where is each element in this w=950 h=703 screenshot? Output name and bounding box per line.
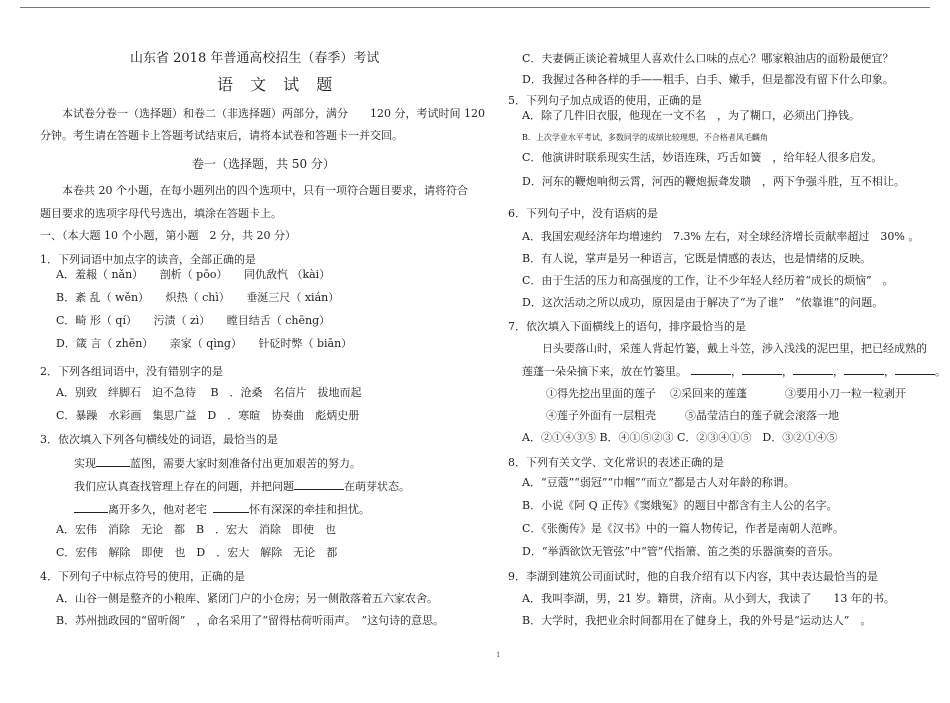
blank-line — [844, 364, 884, 375]
q2-options-cd: C．暴躁 水彩画 集思广益 D ．寒暄 协奏曲 彪炳史册 — [56, 409, 360, 422]
q3-stem: 3．依次填入下列各句横线处的词语，最恰当的是 — [40, 433, 278, 446]
q6-option-d: D．这次活动之所以成功，原因是由于解决了“为了谁” “依靠谁”的问题。 — [522, 296, 884, 309]
q4-option-a: A．山谷一侧是整齐的小粮库、紧闭门户的小仓房；另一侧散落着五六家农舍。 — [56, 592, 438, 605]
q8-option-d: D．“举酒欲饮无管弦”中“管”代指箫、笛之类的乐器演奏的音乐。 — [522, 545, 840, 558]
q3-s2-before: 我们应认真查找管理上存在的问题，并把问题 — [74, 480, 294, 493]
page-number: 1 — [496, 651, 501, 659]
q3-s2-after: 在萌芽状态。 — [344, 480, 410, 493]
q7-choices: A．②①④③⑤ B．④①⑤②③ C．②③④①⑤ D．③②①④⑤ — [522, 431, 838, 444]
section-intro-1: 本卷共 20 个小题，在每小题列出的四个选项中，只有一项符合题目要求，请将符合 — [62, 184, 468, 197]
q8-option-a: A．“豆蔻”“弱冠”“巾帼”“而立”都是古人对年龄的称谓。 — [522, 476, 795, 489]
blank-line — [742, 364, 782, 375]
q6-option-b: B．有人说，掌声是另一种语言，它既是情感的表达，也是情绪的反映。 — [522, 252, 872, 265]
q7-opt-1: ①得先挖出里面的莲子 — [546, 387, 656, 400]
q5-option-d: D．河东的鞭炮响彻云霄，河西的鞭炮振聋发聩 ，两下争强斗胜，互不相让。 — [522, 175, 905, 188]
q7-stem: 7．依次填入下面横线上的语句，排序最恰当的是 — [508, 320, 746, 333]
q4-stem: 4．下列句子中标点符号的使用，正确的是 — [40, 570, 245, 583]
header-rule — [20, 7, 930, 8]
q3-options-cd: C．宏伟 解除 即使 也 D ．宏大 解除 无论 都 — [56, 546, 338, 559]
q5-stem: 5．下列句子加点成语的使用，正确的是 — [508, 94, 702, 107]
q7-passage-2-text: 莲蓬一朵朵摘下来，放在竹篓里。 — [522, 365, 687, 378]
q2-stem: 2．下列各组词语中，没有错别字的是 — [40, 365, 223, 378]
q5-option-a: A．除了几件旧衣服，他现在一文不名 ，为了糊口，必须出门挣钱。 — [522, 109, 860, 122]
q3-s1-after: 蓝图，需要大家时刻准备付出更加艰苦的努力。 — [130, 457, 361, 470]
q8-option-c: C．《张衡传》是《汉书》中的一篇人物传记，作者是南朝人范晔。 — [522, 522, 844, 535]
section-intro-2: 题目要求的选项字母代号选出，填涂在答题卡上。 — [40, 207, 282, 220]
q4-option-c: C．夫妻俩正谈论着城里人喜欢什么口味的点心？哪家粮油店的面粉最便宜？ — [522, 52, 894, 65]
q2-options-ab: A．别致 绊脚石 迫不急待 B ．沧桑 名信片 拔地而起 — [56, 386, 362, 399]
intro-line-2: 分钟。考生请在答题卡上答题考试结束后，请将本试卷和答题卡一并交回。 — [40, 129, 403, 142]
q3-s3-after: 怀有深深的牵挂和担忧。 — [249, 503, 370, 516]
q8-stem: 8．下列有关文学、文化常识的表述正确的是 — [508, 456, 724, 469]
blank-line — [96, 456, 130, 467]
q8-option-b: B．小说《阿 Q 正传》《窦娥冤》的题目中都含有主人公的名字。 — [522, 499, 838, 512]
q6-option-c: C．由于生活的压力和高强度的工作，让不少年轻人经历着“成长的烦恼” 。 — [522, 274, 894, 287]
q9-option-b: B．大学时，我把业余时间都用在了健身上，我的外号是“运动达人” 。 — [522, 614, 872, 627]
q3-sentence-3 — [74, 502, 370, 517]
q1-option-a: A．羞赧（ nǎn） 剖析（ pōo） 同仇敌忾 （kài） — [56, 268, 331, 281]
q7-passage-1: 日头要落山时，采莲人背起竹篓，戴上斗笠，涉入浅浅的泥巴里，把已经成熟的 — [542, 342, 927, 355]
blank-line — [793, 364, 833, 375]
blank-line — [691, 364, 731, 375]
q7-opt-4: ④莲子外面有一层粗壳 — [546, 409, 656, 422]
q9-stem: 9．李湖到建筑公司面试时，他的自我介绍有以下内容，其中表达最恰当的是 — [508, 570, 878, 583]
blank-line — [895, 364, 935, 375]
q3-options-ab: A．宏伟 消除 无论 都 B ．宏大 消除 即使 也 — [56, 523, 337, 536]
exam-title: 山东省 2018 年普通高校招生（春季）考试 — [130, 51, 380, 66]
q1-option-c: C．畸 形（ qí） 污渍（ zì） 瞠目结舌（ chēng） — [56, 314, 331, 327]
section-title: 卷一（选择题，共 50 分） — [192, 157, 335, 171]
q7-opt-2: ②采回来的莲蓬 — [670, 387, 747, 400]
q3-s3-before: 离开多久，他对老宅 — [108, 503, 207, 516]
q1-stem: 1．下列词语中加点字的读音，全部正确的是 — [40, 253, 256, 266]
q7-opt-3: ③要用小刀一粒一粒剥开 — [785, 387, 906, 400]
q4-option-b: B．苏州拙政园的“留听阁” ，命名采用了“留得枯荷听雨声。 ”这句诗的意思。 — [56, 614, 445, 627]
q9-option-a: A．我叫李湖，男，21 岁。籍贯，济南。从小到大，我读了 13 年的书。 — [522, 592, 895, 605]
q6-stem: 6．下列句子中，没有语病的是 — [508, 207, 658, 220]
q4-option-d: D．我握过各种各样的手——粗手、白手、嫩手，但是都没有留下什么印象。 — [522, 73, 894, 86]
q1-option-b: B．紊 乱（ wěn） 炽热（ chì） 垂涎三尺（ xián） — [56, 291, 340, 304]
q1-option-d: D．箴 言（ zhēn） 亲家（ qìng） 针砭时弊（ biān） — [56, 337, 353, 350]
blank-line — [294, 479, 344, 490]
q5-option-b: B．上次学业水平考试，多数同学的成绩比较理想，不合格者风毛麟角 — [522, 133, 768, 142]
intro-line-1: 本试卷分卷一（选择题）和卷二（非选择题）两部分，满分 120 分，考试时间 120 — [62, 107, 485, 120]
q3-sentence-2 — [74, 479, 410, 494]
q7-opt-5: ⑤晶莹洁白的莲子就会滚落一地 — [685, 409, 839, 422]
q5-option-c: C．他演讲时联系现实生活，妙语连珠，巧舌如簧 ，给年轻人很多启发。 — [522, 151, 883, 164]
q6-option-a: A．我国宏观经济年均增速约 7.3% 左右，对全球经济增长贡献率超过 30% 。 — [522, 230, 920, 243]
blank-line — [74, 502, 108, 513]
q7-passage-2: 莲蓬一朵朵摘下来，放在竹篓里。 ， ， ， ， 。 — [522, 365, 946, 378]
subject-title: 语 文 试 题 — [217, 75, 339, 94]
part-heading: 一、（本大题 10 个小题，第小题 2 分，共 20 分） — [40, 229, 296, 242]
blank-line — [213, 502, 249, 513]
q3-s1-before: 实现 — [74, 457, 96, 470]
q3-sentence-1 — [74, 456, 361, 471]
